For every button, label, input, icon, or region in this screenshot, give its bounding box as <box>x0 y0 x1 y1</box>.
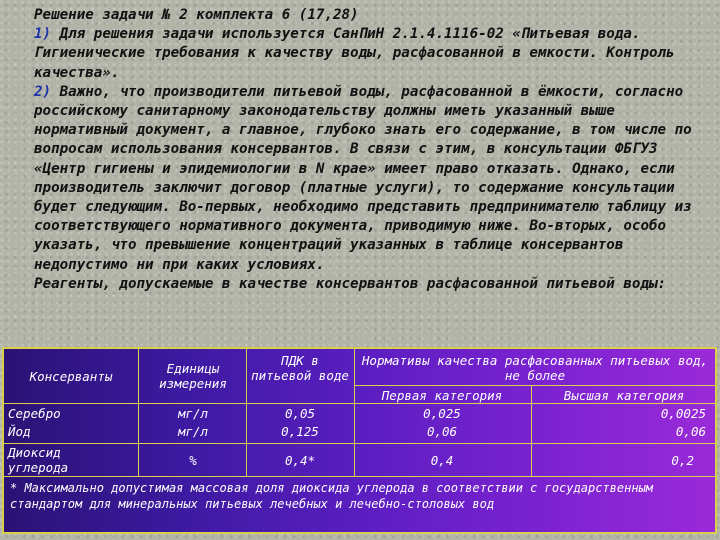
header-pdk: ПДК в питьевой воде <box>251 353 349 383</box>
cell-highest-2: 0,06 <box>675 424 706 439</box>
solution-text <box>6 6 716 294</box>
cell-name-2: Йод <box>8 424 31 439</box>
grid-line <box>4 403 715 404</box>
cell-unit-1: мг/л <box>177 406 209 421</box>
grid-line <box>531 385 532 476</box>
header-units: Единицы измерения <box>159 361 227 391</box>
grid-line <box>354 349 355 476</box>
table-footnote: * Максимально допустимая массовая доля диоксида углерода в соответствии с государственным стандартом для минеральных питьевых лечебных и лечебно-столовых вод <box>10 481 653 511</box>
header-norms: Нормативы качества расфасованных питьевых вод, не более <box>361 353 709 383</box>
grid-line <box>4 476 715 477</box>
cell-unit-3: % <box>189 453 197 468</box>
cell-first-1: 0,025 <box>423 406 461 421</box>
heading: Решение задачи № 2 комплекта 6 (17,28) <box>34 7 359 23</box>
paragraph-1-text: Для решения задачи используется СанПиН 2.1.4.1116-02 «Питьевая вода. Гигиенические требования к качеству воды, расфасованной в емкости. Контроль качества». <box>34 26 675 81</box>
paragraph-2 <box>6 83 716 275</box>
paragraph-1-number: 1) <box>34 26 52 43</box>
cell-highest-3: 0,2 <box>671 453 694 468</box>
header-preservatives: Консерванты <box>29 369 113 384</box>
grid-line <box>4 443 715 444</box>
grid-line <box>354 385 715 386</box>
cell-pdk-3: 0,4* <box>284 453 316 468</box>
cell-first-2: 0,06 <box>426 424 458 439</box>
cell-name-3: Диоксид углерода <box>8 445 69 475</box>
cell-name-1: Серебро <box>8 406 61 421</box>
cell-first-3: 0,4 <box>430 453 454 468</box>
cell-unit-2: мг/л <box>177 424 209 439</box>
header-first-category: Первая категория <box>381 388 503 403</box>
paragraph-2-text: Важно, что производители питьевой воды, расфасованной в ёмкости, согласно российскому санитарному законодательству должны иметь указанный выше нормативный документ, а главное, глубоко знать его содержание, в том числе по вопросам использования консервантов. В связи с этим, в консультации ФБГУЗ «Центр гигиены и эпидемиологии в N крае» имеет право отказать. Однако, если производитель заключит договор (платные услуги), то содержание консультации будет следующим. Во-первых, необходимо представить предпринимателю таблицу из соответствующего нормативного документа, приводимую ниже. Во-вторых, особо указать, что превышение концентраций указанных в таблице консервантов недопустимо ни при каких условиях. <box>34 83 692 273</box>
grid-line <box>246 349 247 476</box>
paragraph-1 <box>6 25 716 83</box>
grid-line <box>138 349 139 476</box>
cell-pdk-1: 0,05 <box>284 406 316 421</box>
cell-highest-1: 0,0025 <box>660 406 706 421</box>
cell-pdk-2: 0,125 <box>281 424 319 439</box>
paragraph-3: Реагенты, допускаемые в качестве консервантов расфасованной питьевой воды: <box>34 275 667 292</box>
preservatives-table <box>2 347 717 534</box>
header-highest-category: Высшая категория <box>563 388 685 403</box>
paragraph-2-number: 2) <box>34 83 52 100</box>
